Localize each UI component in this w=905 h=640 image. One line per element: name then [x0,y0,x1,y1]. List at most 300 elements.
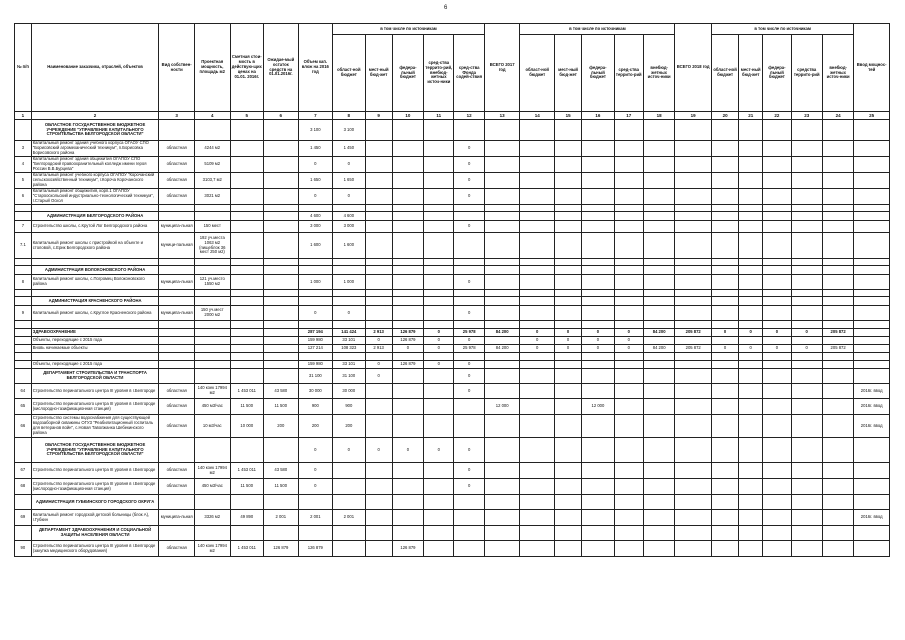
table-row [15,337,890,345]
cell-v14 [520,541,555,557]
cell-cost [230,321,263,329]
cell-bal [264,259,299,266]
cell-v11 [424,415,454,438]
cell-v15: 0 [554,337,581,345]
cell-v24 [822,463,853,479]
cell-cost [230,306,263,321]
cell-v21 [739,479,763,495]
cell-v25 [854,526,890,541]
cell-bal [264,233,299,259]
table-row [15,266,890,275]
cell-v24 [822,361,853,369]
cell-v24: 205 872 [822,329,853,337]
cell-num: 8 [15,275,32,290]
cell-v21 [739,321,763,329]
cell-v22 [763,399,791,415]
cell-v15 [554,361,581,369]
cell-cap: 150 мест [194,221,230,233]
cell-v9 [365,259,392,266]
cell-bal: 43 580 [264,384,299,399]
cell-v14 [520,233,555,259]
cell-own [159,337,195,345]
cell-v12: 0 [454,275,484,290]
cell-cost: 1 453 011 [230,463,263,479]
cell-v7 [298,297,333,306]
cell-v24 [822,438,853,463]
cell-v25 [854,221,890,233]
cell-v25: 2016г. ввод [854,510,890,526]
cell-name: ОБЛАСТНОЕ ГОСУДАРСТВЕННОЕ БЮДЖЕТНОЕ УЧРЕЖДЕНИЕ "УПРАВЛЕНИЕ КАПИТАЛЬНОГО СТРОИТЕЛЬСТВА БЕЛГОРОДСКОЙ ОБЛАСТИ" [31,120,159,141]
cell-v7: 127 214 [298,345,333,353]
cell-own: областная [159,384,195,399]
cell-own [159,329,195,337]
cell-v24 [822,205,853,212]
header-sources-2016: в том числе по источникам [333,24,485,35]
cell-v18 [643,369,674,384]
cell-v15 [554,297,581,306]
cell-name [31,259,159,266]
table-row [15,189,890,205]
cell-v13 [484,495,520,510]
cell-v17 [614,290,643,297]
cell-v15 [554,120,581,141]
cell-v8 [333,463,365,479]
cell-v20 [711,337,738,345]
cell-v18 [643,463,674,479]
cell-v20 [711,479,738,495]
cell-v24 [822,399,853,415]
cell-v14 [520,290,555,297]
cell-v23 [791,306,822,321]
cell-v24 [822,275,853,290]
cell-v13 [484,141,520,157]
cell-v13 [484,463,520,479]
cell-bal [264,526,299,541]
cell-v9: 0 [365,369,392,384]
cell-bal [264,173,299,189]
cell-cost [230,259,263,266]
cell-bal [264,205,299,212]
cell-v18 [643,337,674,345]
cell-v16 [582,157,614,173]
cell-v12: 0 [454,189,484,205]
cell-v24 [822,541,853,557]
column-number: 17 [614,112,643,120]
cell-v11 [424,189,454,205]
cell-v15 [554,353,581,361]
cell-bal [264,495,299,510]
cell-v19 [675,205,712,212]
header-expected-balance: Ожидае-мый остаток средств на 01.01.2016г. [264,24,299,112]
cell-v19 [675,495,712,510]
cell-v18 [643,233,674,259]
cell-v17 [614,120,643,141]
cell-v15 [554,212,581,221]
cell-v16 [582,495,614,510]
column-number: 24 [822,112,853,120]
cell-cap [194,438,230,463]
cell-v13 [484,541,520,557]
cell-bal [264,275,299,290]
cell-v11 [424,353,454,361]
cell-v16 [582,233,614,259]
cell-v11 [424,259,454,266]
cell-v10 [392,399,423,415]
cell-v7: 1 450 [298,141,333,157]
cell-v16 [582,463,614,479]
cell-v20 [711,384,738,399]
cell-name: АДМИНИСТРАЦИЯ КРАСНЕНСКОГО РАЙОНА [31,297,159,306]
cell-v19 [675,321,712,329]
cell-v10: 0 [392,345,423,353]
cell-cap [194,329,230,337]
cell-v24 [822,221,853,233]
cell-v12: 0 [454,361,484,369]
cell-num: 64 [15,384,32,399]
cell-v10: 126 879 [392,361,423,369]
cell-v11 [424,221,454,233]
cell-v18 [643,541,674,557]
cell-v12: 0 [454,306,484,321]
cell-cap [194,345,230,353]
table-row [15,510,890,526]
cell-bal [264,221,299,233]
cell-v18: 84 200 [643,345,674,353]
cell-v22 [763,173,791,189]
cell-v16 [582,369,614,384]
cell-v7: 0 [298,157,333,173]
cell-num: 65 [15,399,32,415]
cell-v18 [643,384,674,399]
cell-v10 [392,479,423,495]
cell-v22 [763,479,791,495]
cell-num [15,345,32,353]
cell-v17 [614,369,643,384]
cell-v17 [614,297,643,306]
cell-v9: 0 [365,438,392,463]
cell-v21 [739,438,763,463]
cell-v10 [392,157,423,173]
cell-v9: 2 913 [365,329,392,337]
cell-v9 [365,353,392,361]
cell-v14 [520,321,555,329]
cell-v24 [822,233,853,259]
cell-name: ЗДРАВООХРАНЕНИЕ [31,329,159,337]
cell-v16: 0 [582,337,614,345]
cell-own: областная [159,479,195,495]
cell-v23 [791,275,822,290]
cell-v12: 0 [454,384,484,399]
cell-v20 [711,221,738,233]
cell-v14 [520,526,555,541]
cell-v23 [791,415,822,438]
cell-v14 [520,205,555,212]
cell-v20 [711,399,738,415]
cell-v7: 287 194 [298,329,333,337]
cell-v22 [763,510,791,526]
cell-v21 [739,157,763,173]
cell-name: Капитальный ремонт городской детской больницы (блок А), г.Губкин [31,510,159,526]
table-row [15,120,890,141]
cell-v9 [365,510,392,526]
cell-cap [194,297,230,306]
cell-v22 [763,275,791,290]
cell-cap [194,495,230,510]
cell-num: 67 [15,463,32,479]
cell-v10 [392,463,423,479]
cell-name [31,290,159,297]
cell-v21 [739,297,763,306]
cell-v10 [392,510,423,526]
header-cost-estimate: Сметная стои-мость в действую-щих ценах на 01.01. 2016г. [230,24,263,112]
cell-v13 [484,526,520,541]
cell-v24 [822,353,853,361]
cell-v7 [298,290,333,297]
cell-v8: 2 001 [333,510,365,526]
cell-v15 [554,205,581,212]
cell-bal [264,120,299,141]
cell-v19 [675,399,712,415]
table-row [15,259,890,266]
cell-name [31,205,159,212]
cell-v17 [614,306,643,321]
cell-v12: 0 [454,173,484,189]
cell-v19 [675,259,712,266]
cell-v7 [298,353,333,361]
cell-v25 [854,157,890,173]
header-oblast-budget-2017: област-ной бюджет [520,35,555,112]
header-offbudget-2018: внебюд-жетных источ-ники [822,35,853,112]
cell-v22 [763,189,791,205]
cell-v8: 0 [333,157,365,173]
cell-v24 [822,259,853,266]
cell-num [15,297,32,306]
cell-v18 [643,275,674,290]
cell-v8 [333,321,365,329]
cell-v21 [739,306,763,321]
cell-v14 [520,275,555,290]
cell-v16 [582,541,614,557]
cell-v8: 0 [333,306,365,321]
cell-v15 [554,415,581,438]
cell-v16 [582,290,614,297]
cell-cost [230,495,263,510]
cell-v19 [675,173,712,189]
cell-bal [264,157,299,173]
cell-cap: 121 уч.место 1550 м2 [194,275,230,290]
cell-v7: 0 [298,479,333,495]
cell-v19: 205 872 [675,329,712,337]
cell-v10 [392,205,423,212]
cell-v14 [520,479,555,495]
cell-v16 [582,189,614,205]
cell-num: 66 [15,415,32,438]
cell-v24 [822,321,853,329]
cell-v19 [675,541,712,557]
cell-v14 [520,495,555,510]
cell-v22 [763,297,791,306]
cell-num [15,337,32,345]
cell-v17 [614,361,643,369]
cell-v13 [484,259,520,266]
cell-v14 [520,306,555,321]
cell-name: АДМИНИСТРАЦИЯ ГУБКИНСКОГО ГОРОДСКОГО ОКРУГА [31,495,159,510]
cell-v20 [711,157,738,173]
cell-cost [230,212,263,221]
cell-v13 [484,157,520,173]
cell-v13 [484,297,520,306]
cell-v21 [739,415,763,438]
cell-v25 [854,233,890,259]
cell-num: 68 [15,479,32,495]
cell-v11 [424,157,454,173]
cell-v15 [554,510,581,526]
cell-v8: 3 100 [333,120,365,141]
cell-bal: 11 500 [264,399,299,415]
cell-v19 [675,120,712,141]
cell-v11 [424,526,454,541]
cell-v15 [554,221,581,233]
cell-cost [230,345,263,353]
cell-num [15,361,32,369]
cell-own: областная [159,541,195,557]
cell-v12 [454,120,484,141]
cell-cost [230,438,263,463]
cell-v10 [392,233,423,259]
cell-name: Объекты, переходящие с 2015 года [31,361,159,369]
cell-v21 [739,290,763,297]
cell-v23 [791,266,822,275]
cell-cap: 192 уч.места 1063 м2 (пищеблок 36 мест 250 м2) [194,233,230,259]
cell-v12 [454,399,484,415]
table-row [15,173,890,189]
cell-v8 [333,353,365,361]
cell-v21 [739,463,763,479]
table-row [15,205,890,212]
cell-v21 [739,526,763,541]
cell-cost: 11 500 [230,479,263,495]
cell-v11 [424,510,454,526]
cell-v19 [675,233,712,259]
cell-own: муниципа-льная [159,275,195,290]
cell-v21 [739,205,763,212]
cell-v19 [675,266,712,275]
cell-v7: 1 650 [298,173,333,189]
cell-v18 [643,495,674,510]
cell-bal [264,266,299,275]
cell-v15 [554,541,581,557]
cell-num: 90 [15,541,32,557]
cell-cap: 5109 м2 [194,157,230,173]
cell-v16 [582,221,614,233]
cell-v20 [711,306,738,321]
cell-v15 [554,306,581,321]
cell-v9 [365,495,392,510]
cell-v20 [711,233,738,259]
cell-v18 [643,221,674,233]
cell-v15 [554,495,581,510]
cell-v16 [582,415,614,438]
cell-v9 [365,384,392,399]
cell-v20 [711,173,738,189]
cell-v8: 1 600 [333,233,365,259]
cell-v22 [763,369,791,384]
cell-v11 [424,212,454,221]
cell-own [159,495,195,510]
cell-v8 [333,205,365,212]
cell-v23 [791,369,822,384]
cell-v9 [365,290,392,297]
cell-v9 [365,415,392,438]
cell-v25 [854,337,890,345]
column-number: 12 [454,112,484,120]
cell-v16 [582,361,614,369]
cell-v13 [484,266,520,275]
cell-own [159,212,195,221]
cell-v21 [739,266,763,275]
cell-num: 6 [15,189,32,205]
cell-num [15,526,32,541]
cell-v23 [791,290,822,297]
cell-v12 [454,266,484,275]
cell-v22 [763,541,791,557]
cell-v8: 900 [333,399,365,415]
cell-cap [194,321,230,329]
cell-v16 [582,120,614,141]
cell-cap [194,353,230,361]
cell-v18 [643,399,674,415]
cell-cost [230,290,263,297]
cell-v11 [424,120,454,141]
cell-v25 [854,438,890,463]
cell-v7 [298,321,333,329]
cell-cost [230,189,263,205]
cell-v9: 0 [365,361,392,369]
cell-own [159,438,195,463]
cell-bal [264,345,299,353]
cell-v13 [484,233,520,259]
cell-v10 [392,275,423,290]
cell-v14 [520,120,555,141]
cell-v19 [675,157,712,173]
cell-bal [264,212,299,221]
cell-v11: 0 [424,329,454,337]
header-territorial-2017: сред-ства террито-рий [614,35,643,112]
cell-num [15,205,32,212]
cell-v21 [739,384,763,399]
cell-v18 [643,353,674,361]
cell-v17 [614,266,643,275]
cell-v19 [675,290,712,297]
cell-cap: 140 коек 17994 м2 [194,384,230,399]
cell-v16 [582,306,614,321]
cell-v17 [614,495,643,510]
cell-v13 [484,479,520,495]
header-local-budget-2018: мест-ный бюд-жет [739,35,763,112]
cell-own: областная [159,141,195,157]
cell-v9 [365,157,392,173]
header-commissioning: Ввод мощнос-тей [854,24,890,112]
cell-v23 [791,212,822,221]
cell-v20 [711,205,738,212]
cell-v10 [392,266,423,275]
cell-v14 [520,297,555,306]
table-row [15,526,890,541]
cell-v23 [791,221,822,233]
column-number: 11 [424,112,454,120]
cell-v13 [484,353,520,361]
cell-v23 [791,463,822,479]
